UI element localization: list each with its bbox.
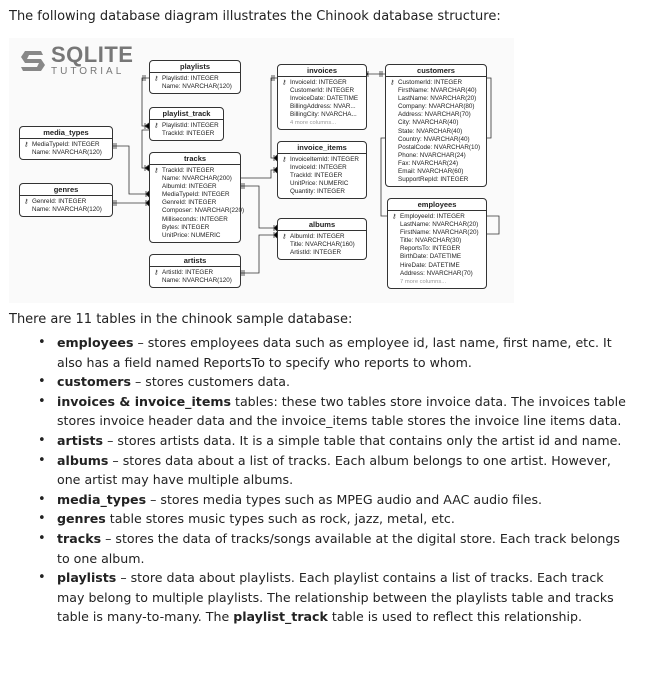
column-text: Address: NVARCHAR(70) xyxy=(400,269,473,277)
list-item xyxy=(38,451,630,490)
column-text: Composer: NVARCHAR(220) xyxy=(162,207,245,215)
list-item xyxy=(38,509,630,529)
list-item xyxy=(38,490,630,510)
column-text: MediaTypeId: INTEGER xyxy=(32,141,100,148)
table-invoices[interactable] xyxy=(277,64,367,130)
list-text: stores data about a list of tracks. Each album belongs to one artist. However, one artist may have multiple albums. xyxy=(57,452,611,488)
column-text: FirstName: NVARCHAR(20) xyxy=(400,229,479,237)
table-column xyxy=(390,119,483,127)
column-text: PlaylistId: INTEGER xyxy=(162,75,219,82)
link-playlists-playlist-track xyxy=(142,78,149,126)
list-sep: – xyxy=(130,374,146,390)
table-column xyxy=(390,152,483,160)
link-media-types-tracks xyxy=(111,146,149,194)
key-icon: ⚷ xyxy=(282,234,287,240)
table-title: tracks xyxy=(150,153,240,165)
table-column xyxy=(390,111,483,119)
column-text: LastName: NVARCHAR(20) xyxy=(400,221,479,229)
table-title: playlist_track xyxy=(150,108,223,120)
table-column xyxy=(392,237,483,245)
column-text: UnitPrice: NUMERIC xyxy=(290,180,349,188)
list-sep: – xyxy=(101,530,116,546)
column-text: Country: NVARCHAR(40) xyxy=(398,135,470,143)
primary-key-column xyxy=(24,141,109,149)
column-text: InvoiceId: INTEGER xyxy=(290,79,347,86)
column-text: Name: NVARCHAR(120) xyxy=(162,83,232,91)
column-text: GenreId: INTEGER xyxy=(162,199,217,207)
list-sep: – xyxy=(108,452,123,468)
column-text: TrackId: INTEGER xyxy=(162,130,215,138)
column-text: LastName: NVARCHAR(20) xyxy=(398,95,477,103)
table-column xyxy=(392,245,483,253)
column-text: City: NVARCHAR(40) xyxy=(398,119,459,127)
table-description-list xyxy=(38,333,630,627)
table-title: artists xyxy=(150,255,240,267)
table-column xyxy=(282,172,363,180)
table-column xyxy=(392,253,483,261)
column-text: CustomerId: INTEGER xyxy=(290,87,355,95)
list-text: stores artists data. It is a simple table that contains only the artist id and name. xyxy=(117,432,622,448)
table-column xyxy=(154,191,237,199)
column-text: Milliseconds: INTEGER xyxy=(162,215,228,223)
table-column xyxy=(154,83,237,91)
link-playlist-track-tracks xyxy=(142,130,149,168)
primary-key-column xyxy=(154,167,237,175)
list-text: store data about playlists. Each playlist contains a list of tracks. Each track may belong to multiple playlists. The relationship between the playlists table and tracks table is many-to-many. xyxy=(57,570,614,625)
table-media-types[interactable] xyxy=(19,126,113,160)
table-column xyxy=(282,180,363,188)
column-text: SupportRepId: INTEGER xyxy=(398,176,469,184)
column-text: MediaTypeId: INTEGER xyxy=(162,191,230,199)
primary-key-column xyxy=(392,213,483,221)
table-artists[interactable] xyxy=(149,254,241,288)
table-column xyxy=(24,206,109,214)
column-text: Title: NVARCHAR(160) xyxy=(290,241,355,249)
link-employees-self xyxy=(485,216,499,234)
key-icon: ⚷ xyxy=(154,168,159,174)
list-item xyxy=(38,392,630,431)
list-item xyxy=(38,431,630,451)
table-column xyxy=(390,144,483,152)
primary-key-column xyxy=(154,122,220,130)
link-artists-albums xyxy=(239,235,277,273)
list-note-term: playlist_track xyxy=(233,609,328,625)
table-column xyxy=(390,95,483,103)
table-column xyxy=(390,128,483,136)
table-column xyxy=(390,160,483,168)
list-text: stores customers data. xyxy=(145,374,290,390)
table-column xyxy=(154,130,220,138)
column-text: ArtistId: INTEGER xyxy=(290,249,342,257)
table-title: invoices xyxy=(278,65,366,77)
column-text: Title: NVARCHAR(30) xyxy=(400,237,462,245)
table-customers[interactable] xyxy=(385,64,487,187)
table-playlist-track[interactable] xyxy=(149,107,224,141)
list-term: employees xyxy=(57,335,134,350)
table-column xyxy=(154,216,237,224)
more-columns-link[interactable]: 7 more columns... xyxy=(400,278,447,285)
table-column xyxy=(392,229,483,237)
intro-text: The following database diagram illustrates the Chinook database structure: xyxy=(9,9,501,24)
list-item xyxy=(38,529,630,568)
column-text: Company: NVARCHAR(80) xyxy=(398,103,475,111)
list-note-pre: The xyxy=(205,609,234,625)
list-sep: – xyxy=(133,335,148,350)
key-icon: ⚷ xyxy=(392,214,397,220)
column-text: Name: NVARCHAR(120) xyxy=(32,206,102,214)
column-text: Email: NVARCHAR(60) xyxy=(398,168,464,176)
column-text: BillingAddress: NVAR... xyxy=(290,103,356,111)
list-text: table stores music types such as rock, jazz, metal, etc. xyxy=(109,511,455,527)
table-title: genres xyxy=(20,184,112,196)
list-note-post: table is used to reflect this relationship. xyxy=(327,609,582,625)
table-column xyxy=(154,183,237,191)
table-column xyxy=(282,164,363,172)
key-icon: ⚷ xyxy=(282,157,287,163)
table-column xyxy=(390,136,483,144)
primary-key-column xyxy=(390,79,483,87)
column-text: Name: NVARCHAR(120) xyxy=(32,149,102,157)
column-text: ReportsTo: INTEGER xyxy=(400,245,461,253)
table-column xyxy=(154,277,237,285)
table-playlists[interactable] xyxy=(149,60,241,94)
table-invoice-items[interactable] xyxy=(277,141,367,199)
table-column xyxy=(154,224,237,232)
list-term: artists xyxy=(57,432,104,448)
table-title: customers xyxy=(386,65,486,77)
logo-title: SQLITE xyxy=(51,42,134,67)
table-column xyxy=(154,199,237,207)
table-column xyxy=(390,168,483,176)
list-term: media_types xyxy=(57,491,147,507)
table-column xyxy=(154,175,237,183)
key-icon: ⚷ xyxy=(154,76,159,82)
list-term: invoices & invoice_items xyxy=(57,393,231,409)
list-term: playlists xyxy=(57,570,117,586)
column-text: State: NVARCHAR(40) xyxy=(398,127,463,135)
list-item xyxy=(38,333,630,372)
primary-key-column xyxy=(282,79,363,87)
link-tracks-invoice-items xyxy=(239,170,277,178)
list-text: stores media types such as MPEG audio and AAC audio files. xyxy=(160,491,543,507)
table-column xyxy=(154,232,237,240)
column-text: InvoiceItemId: INTEGER xyxy=(290,156,359,163)
link-tracks-albums xyxy=(239,186,277,228)
column-text: BillingCity: NVARCHA... xyxy=(290,111,357,119)
column-text: BirthDate: DATETIME xyxy=(400,253,462,261)
column-text: GenreId: INTEGER xyxy=(32,198,87,205)
table-column xyxy=(390,87,483,95)
primary-key-column xyxy=(154,75,237,83)
column-text: InvoiceDate: DATETIME xyxy=(290,95,359,103)
table-title: albums xyxy=(278,219,366,231)
list-term: tracks xyxy=(57,530,102,546)
column-text: CustomerId: INTEGER xyxy=(398,79,463,86)
logo-subtitle: TUTORIAL xyxy=(51,66,125,77)
column-text: PlaylistId: INTEGER xyxy=(162,122,219,129)
table-title: employees xyxy=(388,199,486,211)
column-text: TrackId: INTEGER xyxy=(290,172,343,180)
list-sep: – xyxy=(116,570,131,586)
list-sep: – xyxy=(146,491,161,507)
list-item xyxy=(38,372,630,392)
table-title: playlists xyxy=(150,61,240,73)
column-text: AlbumId: INTEGER xyxy=(290,233,345,240)
list-text: stores the data of tracks/songs available at the digital store. Each track belongs to one album. xyxy=(57,530,620,566)
key-icon: ⚷ xyxy=(390,80,395,86)
table-column xyxy=(390,176,483,184)
column-text: Phone: NVARCHAR(24) xyxy=(398,151,466,159)
list-term: genres xyxy=(57,511,106,527)
list-sep: – xyxy=(103,432,118,448)
table-column xyxy=(154,207,245,215)
database-diagram xyxy=(9,38,514,303)
column-text: FirstName: NVARCHAR(40) xyxy=(398,87,477,95)
table-column xyxy=(392,221,483,229)
column-text: Quantity: INTEGER xyxy=(290,188,345,196)
primary-key-column xyxy=(24,198,109,206)
key-icon: ⚷ xyxy=(24,142,29,148)
column-text: Bytes: INTEGER xyxy=(162,223,210,231)
list-text: tables: these two tables store invoice data. The invoices table stores invoice header data and the invoice_items table stores the invoice line items data. xyxy=(57,393,626,429)
key-icon: ⚷ xyxy=(154,270,159,276)
table-tracks[interactable] xyxy=(149,152,245,243)
key-icon: ⚷ xyxy=(154,123,159,129)
table-column xyxy=(282,111,363,119)
key-icon: ⚷ xyxy=(282,80,287,86)
list-text: stores employees data such as employee id, last name, first name, etc. It also has a field named ReportsTo to specify who reports to whom. xyxy=(57,335,612,370)
list-item xyxy=(38,568,630,627)
primary-key-column xyxy=(282,233,363,241)
primary-key-column xyxy=(282,156,363,164)
table-genres[interactable] xyxy=(19,183,113,217)
column-text: AlbumId: INTEGER xyxy=(162,183,217,191)
table-column xyxy=(282,103,363,111)
column-text: UnitPrice: NUMERIC xyxy=(162,231,221,239)
table-column xyxy=(282,249,363,257)
list-term: customers xyxy=(57,374,131,390)
column-text: HireDate: DATETIME xyxy=(400,261,460,269)
table-column xyxy=(282,95,363,103)
table-albums[interactable] xyxy=(277,218,367,260)
column-text: PostalCode: NVARCHAR(10) xyxy=(398,143,481,151)
column-text: InvoiceId: INTEGER xyxy=(290,164,347,172)
column-text: Address: NVARCHAR(70) xyxy=(398,111,471,119)
column-text: TrackId: INTEGER xyxy=(162,167,215,174)
table-column xyxy=(390,103,483,111)
column-text: ArtistId: INTEGER xyxy=(162,269,214,276)
key-icon: ⚷ xyxy=(24,199,29,205)
table-employees[interactable] xyxy=(387,198,487,289)
table-column xyxy=(282,87,363,95)
list-term: albums xyxy=(57,452,109,468)
table-title: media_types xyxy=(20,127,112,139)
column-text: EmployeeId: INTEGER xyxy=(400,213,465,220)
column-text: Fax: NVARCHAR(24) xyxy=(398,159,459,167)
more-columns-link[interactable]: 4 more columns... xyxy=(290,120,337,127)
table-column xyxy=(392,262,483,270)
table-column xyxy=(282,188,363,196)
table-count-text: There are 11 tables in the chinook sample database: xyxy=(9,312,353,327)
table-column xyxy=(282,241,363,249)
table-title: invoice_items xyxy=(278,142,366,154)
column-text: Name: NVARCHAR(120) xyxy=(162,277,232,285)
column-text: Name: NVARCHAR(200) xyxy=(162,175,232,183)
primary-key-column xyxy=(154,269,237,277)
table-column xyxy=(392,270,483,278)
table-column xyxy=(24,149,109,157)
